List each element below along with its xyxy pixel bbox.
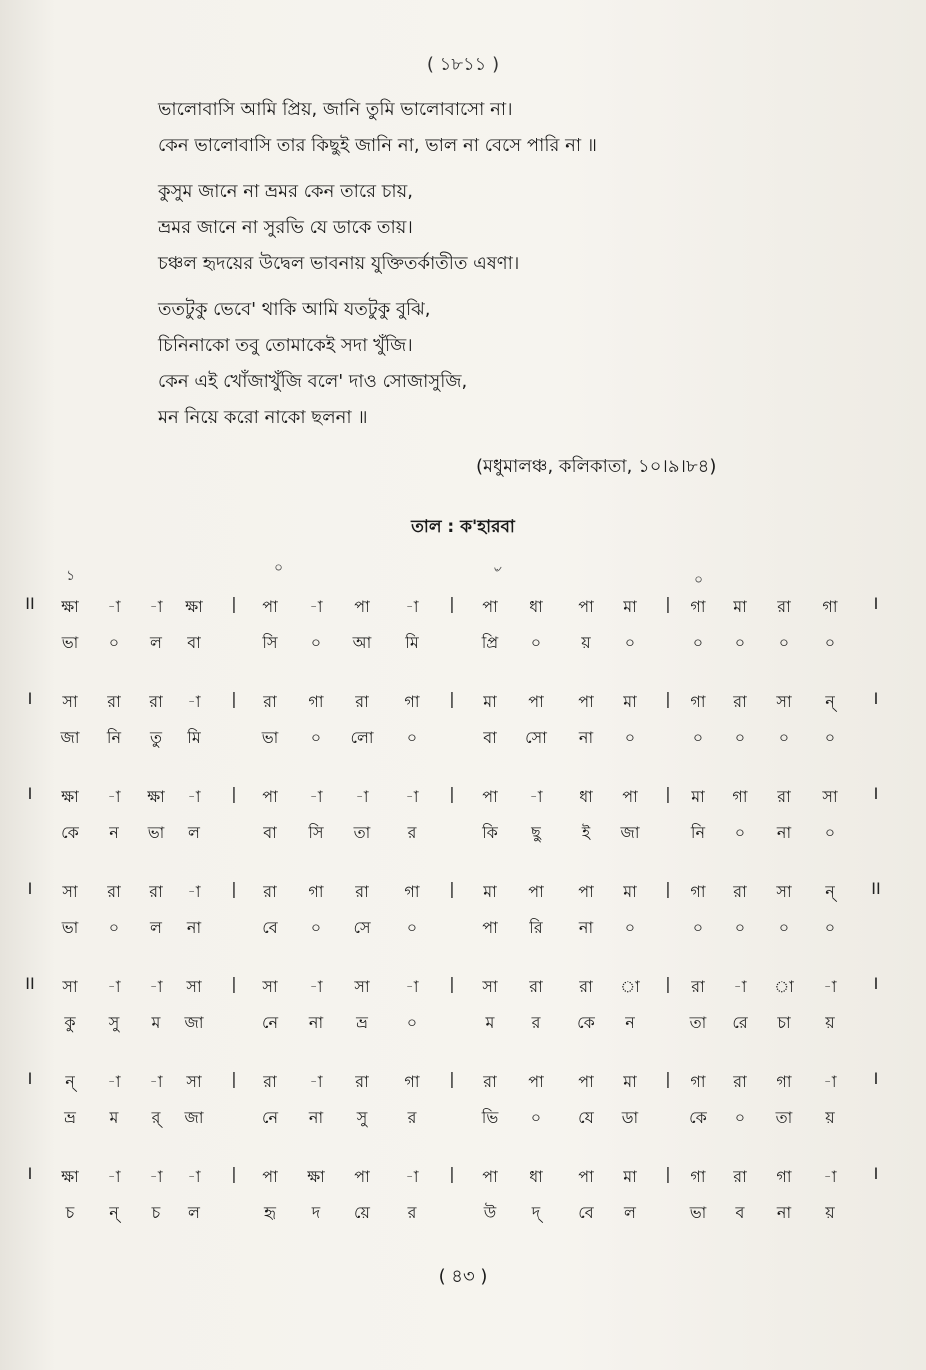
- lyric-cell: ০: [310, 728, 322, 747]
- lyric-cell: না: [186, 918, 202, 937]
- note-cell: -া: [107, 1072, 121, 1091]
- note-cell: রা: [579, 977, 593, 996]
- tala-marks: [0, 558, 926, 588]
- poem-line: ততটুকু ভেবে' থাকি আমি যতটুকু বুঝি,: [158, 299, 431, 320]
- note-cell: মা: [623, 1072, 637, 1091]
- start-bar: I: [27, 879, 33, 898]
- lyric-cell: ০: [734, 918, 746, 937]
- start-bar: II: [25, 594, 35, 613]
- lyric-cell: বা: [483, 728, 497, 747]
- lyric-cell: নে: [261, 1013, 279, 1032]
- note-cell: -া: [187, 787, 201, 806]
- note-cell: -া: [107, 977, 121, 996]
- note-cell: পা: [578, 692, 594, 711]
- note-cell: রা: [355, 882, 369, 901]
- measure-bar: |: [449, 1164, 455, 1183]
- note-cell: রা: [733, 882, 747, 901]
- lyric-cell: দ্: [531, 1203, 541, 1222]
- tala-mark-1: ১: [66, 568, 76, 584]
- lyric-cell: ০: [778, 918, 790, 937]
- note-cell: ন্: [65, 1072, 75, 1091]
- lyric-cell: ই: [581, 823, 591, 842]
- note-cell: -া: [149, 597, 163, 616]
- end-bar: I: [873, 1069, 879, 1088]
- lyric-cell: না: [776, 1203, 792, 1222]
- measure-bar: |: [231, 974, 237, 993]
- note-cell: -া: [309, 787, 323, 806]
- lyric-cell: পা: [482, 918, 498, 937]
- citation: (মধুমালঞ্চ, কলিকাতা, ১০।৯।৮৪): [476, 456, 717, 477]
- lyric-cell: জা: [184, 1013, 204, 1032]
- lyric-cell: কে: [61, 823, 79, 842]
- note-cell: মা: [733, 597, 747, 616]
- note-cell: মা: [623, 597, 637, 616]
- measure-bar: |: [231, 784, 237, 803]
- note-cell: পা: [578, 597, 594, 616]
- lyric-cell: মি: [187, 728, 201, 747]
- lyric-cell: ভা: [61, 918, 79, 937]
- lyric-cell: ম: [109, 1108, 119, 1127]
- note-cell: রা: [149, 882, 163, 901]
- note-cell: গা: [822, 597, 838, 616]
- lyric-cell: ০: [734, 633, 746, 652]
- measure-bar: |: [449, 879, 455, 898]
- lyric-cell: য়: [581, 633, 591, 652]
- lyric-cell: যে: [578, 1108, 594, 1127]
- lyric-cell: ০: [824, 633, 836, 652]
- measure-bar: |: [231, 1164, 237, 1183]
- lyric-cell: চ: [65, 1203, 75, 1222]
- note-cell: -া: [823, 1072, 837, 1091]
- note-cell: মা: [483, 692, 497, 711]
- lyric-cell: কি: [482, 823, 498, 842]
- measure-bar: |: [665, 1164, 671, 1183]
- lyric-cell: ডা: [621, 1108, 639, 1127]
- lyric-cell: ০: [530, 1108, 542, 1127]
- note-cell: -া: [733, 977, 747, 996]
- end-bar: I: [873, 689, 879, 708]
- note-cell: -া: [107, 597, 121, 616]
- start-bar: I: [27, 689, 33, 708]
- poem: [158, 92, 858, 446]
- note-cell: রা: [263, 692, 277, 711]
- note-cell: -া: [107, 787, 121, 806]
- lyric-cell: ০: [406, 1013, 418, 1032]
- note-cell: -া: [149, 1167, 163, 1186]
- lyric-cell: না: [578, 728, 594, 747]
- note-cell: গা: [404, 882, 420, 901]
- lyric-cell: কু: [64, 1013, 76, 1032]
- lyric-cell: ল: [150, 633, 162, 652]
- note-cell: রা: [691, 977, 705, 996]
- lyric-cell: য়ে: [354, 1203, 370, 1222]
- lyric-cell: ০: [624, 918, 636, 937]
- measure-bar: |: [449, 1069, 455, 1088]
- poem-line: কুসুম জানে না ভ্রমর কেন তারে চায়,: [158, 181, 413, 202]
- note-cell: -া: [309, 977, 323, 996]
- poem-line: চিনিনাকো তবু তোমাকেই সদা খুঁজি।: [158, 335, 413, 356]
- lyric-cell: বা: [187, 633, 201, 652]
- note-cell: গা: [404, 1072, 420, 1091]
- note-cell: -া: [529, 787, 543, 806]
- lyric-cell: মি: [405, 633, 419, 652]
- lyric-cell: ০: [734, 823, 746, 842]
- tala-label: তাল : ক'হারবা: [411, 517, 515, 537]
- poem-stanza: [158, 174, 858, 282]
- note-cell: -া: [405, 597, 419, 616]
- lyric-cell: চা: [777, 1013, 791, 1032]
- lyric-cell: য়: [825, 1013, 835, 1032]
- note-cell: গা: [776, 1072, 792, 1091]
- note-cell: গা: [308, 692, 324, 711]
- page-number: ( ৪৩ ): [438, 1266, 488, 1287]
- lyric-cell: ভ্র: [64, 1108, 76, 1127]
- notation-note-row: [0, 594, 926, 634]
- note-cell: পা: [482, 1167, 498, 1186]
- note-cell: সা: [62, 977, 78, 996]
- note-cell: গা: [690, 882, 706, 901]
- notation-note-row: [0, 974, 926, 1014]
- note-cell: পা: [482, 787, 498, 806]
- poem-line: চঞ্চল হৃদয়ের উদ্বেল ভাবনায় যুক্তিতর্কাতীত এষণা।: [158, 253, 520, 274]
- note-cell: ক্ষা: [185, 597, 203, 616]
- note-cell: -া: [309, 597, 323, 616]
- note-cell: সা: [62, 882, 78, 901]
- note-cell: গা: [690, 692, 706, 711]
- note-cell: -া: [107, 1167, 121, 1186]
- lyric-cell: ০: [824, 728, 836, 747]
- note-cell: গা: [732, 787, 748, 806]
- note-cell: -া: [187, 692, 201, 711]
- note-cell: পা: [528, 1072, 544, 1091]
- lyric-cell: ম: [485, 1013, 495, 1032]
- note-cell: গা: [690, 1167, 706, 1186]
- poem-line: কেন ভালোবাসি তার কিছুই জানি না, ভাল না বেসে পারি না ॥: [158, 135, 597, 156]
- lyric-cell: ০: [692, 633, 704, 652]
- note-cell: পা: [262, 597, 278, 616]
- poem-stanza: [158, 292, 858, 436]
- lyric-cell: দ: [311, 1203, 321, 1222]
- measure-bar: |: [665, 594, 671, 613]
- lyric-cell: নে: [261, 1108, 279, 1127]
- note-cell: পা: [482, 597, 498, 616]
- note-cell: রা: [529, 977, 543, 996]
- lyric-cell: নি: [690, 823, 706, 842]
- note-cell: -া: [405, 1167, 419, 1186]
- note-cell: মা: [623, 882, 637, 901]
- lyric-cell: য়: [825, 1203, 835, 1222]
- poem-line: মন নিয়ে করো নাকো ছলনা ॥: [158, 407, 368, 428]
- lyric-cell: র: [407, 1108, 417, 1127]
- note-cell: সা: [776, 882, 792, 901]
- lyric-cell: জা: [620, 823, 640, 842]
- lyric-cell: ছু: [531, 823, 541, 842]
- note-cell: -া: [823, 977, 837, 996]
- lyric-cell: সু: [356, 1108, 368, 1127]
- end-bar: I: [873, 594, 879, 613]
- measure-bar: |: [449, 974, 455, 993]
- measure-bar: |: [665, 1069, 671, 1088]
- lyric-cell: বা: [263, 823, 277, 842]
- page-header: ( ১৮১১ ): [426, 54, 500, 75]
- measure-bar: |: [231, 594, 237, 613]
- note-cell: রা: [733, 1167, 747, 1186]
- note-cell: পা: [262, 787, 278, 806]
- note-cell: পা: [622, 787, 638, 806]
- lyric-cell: ন: [109, 823, 119, 842]
- note-cell: া: [620, 977, 640, 996]
- notation-note-row: [0, 1069, 926, 1109]
- note-cell: গা: [690, 1072, 706, 1091]
- lyric-cell: সি: [308, 823, 324, 842]
- note-cell: -া: [309, 1072, 323, 1091]
- start-bar: II: [25, 974, 35, 993]
- lyric-cell: ০: [734, 728, 746, 747]
- note-cell: রা: [733, 692, 747, 711]
- note-cell: রা: [777, 597, 791, 616]
- lyric-cell: রে: [732, 1013, 748, 1032]
- note-cell: ন্: [825, 882, 835, 901]
- lyric-cell: বে: [578, 1203, 594, 1222]
- lyric-cell: না: [776, 823, 792, 842]
- end-bar: I: [873, 784, 879, 803]
- note-cell: ধা: [529, 1167, 543, 1186]
- note-cell: ধা: [579, 787, 593, 806]
- note-cell: গা: [690, 597, 706, 616]
- note-cell: ক্ষা: [147, 787, 165, 806]
- lyric-cell: বে: [262, 918, 278, 937]
- note-cell: মা: [483, 882, 497, 901]
- lyric-cell: হৃ: [264, 1203, 276, 1222]
- tala-mark-3: ৺: [492, 564, 501, 580]
- note-cell: রা: [263, 882, 277, 901]
- note-cell: পা: [528, 692, 544, 711]
- note-cell: সা: [482, 977, 498, 996]
- start-bar: I: [27, 1069, 33, 1088]
- poem-stanza: [158, 92, 858, 164]
- measure-bar: |: [231, 879, 237, 898]
- notation-lyric-row: [0, 630, 926, 670]
- measure-bar: |: [665, 784, 671, 803]
- note-cell: রা: [263, 1072, 277, 1091]
- lyric-cell: ল: [188, 823, 200, 842]
- note-cell: পা: [354, 597, 370, 616]
- lyric-cell: ০: [734, 1108, 746, 1127]
- note-cell: পা: [578, 1167, 594, 1186]
- lyric-cell: ল: [150, 918, 162, 937]
- note-cell: -া: [187, 1167, 201, 1186]
- note-cell: রা: [733, 1072, 747, 1091]
- measure-bar: |: [449, 784, 455, 803]
- lyric-cell: প্রি: [481, 633, 499, 652]
- lyric-cell: না: [578, 918, 594, 937]
- measure-bar: |: [665, 689, 671, 708]
- lyric-cell: ০: [530, 633, 542, 652]
- lyric-cell: না: [308, 1013, 324, 1032]
- lyric-cell: ০: [310, 633, 322, 652]
- note-cell: মা: [623, 1167, 637, 1186]
- lyric-cell: ০: [624, 728, 636, 747]
- notation-note-row: [0, 689, 926, 729]
- note-cell: ক্ষা: [61, 597, 79, 616]
- note-cell: ধা: [529, 597, 543, 616]
- lyric-cell: লো: [350, 728, 374, 747]
- lyric-cell: সু: [108, 1013, 120, 1032]
- lyric-cell: তা: [353, 823, 371, 842]
- note-cell: ক্ষা: [61, 1167, 79, 1186]
- note-cell: মা: [691, 787, 705, 806]
- lyric-cell: র: [407, 823, 417, 842]
- note-cell: -া: [187, 882, 201, 901]
- lyric-cell: জা: [60, 728, 80, 747]
- lyric-cell: কে: [689, 1108, 707, 1127]
- note-cell: রা: [777, 787, 791, 806]
- note-cell: া: [774, 977, 794, 996]
- note-cell: সা: [776, 692, 792, 711]
- start-bar: I: [27, 784, 33, 803]
- notation-lyric-row: [0, 1010, 926, 1050]
- note-cell: -া: [149, 1072, 163, 1091]
- lyric-cell: ভা: [147, 823, 165, 842]
- lyric-cell: ল: [624, 1203, 636, 1222]
- lyric-cell: ০: [692, 728, 704, 747]
- lyric-cell: ন্: [109, 1203, 119, 1222]
- note-cell: ক্ষা: [307, 1167, 325, 1186]
- lyric-cell: ন: [625, 1013, 635, 1032]
- lyric-cell: ০: [406, 728, 418, 747]
- note-cell: -া: [355, 787, 369, 806]
- lyric-cell: র্: [151, 1108, 161, 1127]
- lyric-cell: নি: [106, 728, 122, 747]
- note-cell: রা: [107, 692, 121, 711]
- note-cell: -া: [405, 977, 419, 996]
- note-cell: গা: [404, 692, 420, 711]
- tala-mark-2: ০: [274, 560, 284, 576]
- lyric-cell: তা: [689, 1013, 707, 1032]
- lyric-cell: তা: [775, 1108, 793, 1127]
- lyric-cell: ০: [108, 918, 120, 937]
- lyric-cell: য়: [825, 1108, 835, 1127]
- measure-bar: |: [449, 689, 455, 708]
- note-cell: সা: [62, 692, 78, 711]
- end-bar: II: [871, 879, 881, 898]
- note-cell: পা: [578, 1072, 594, 1091]
- note-cell: সা: [354, 977, 370, 996]
- end-bar: I: [873, 1164, 879, 1183]
- lyric-cell: আ: [352, 633, 372, 652]
- lyric-cell: ০: [824, 918, 836, 937]
- lyric-cell: রি: [529, 918, 543, 937]
- note-cell: গা: [308, 882, 324, 901]
- note-cell: পা: [578, 882, 594, 901]
- lyric-cell: ০: [406, 918, 418, 937]
- note-cell: -া: [149, 977, 163, 996]
- notation-lyric-row: [0, 820, 926, 860]
- lyric-cell: চ: [151, 1203, 161, 1222]
- note-cell: সা: [822, 787, 838, 806]
- notation-lyric-row: [0, 725, 926, 765]
- note-cell: রা: [107, 882, 121, 901]
- note-cell: ন্: [825, 692, 835, 711]
- note-cell: সা: [186, 1072, 202, 1091]
- note-cell: -া: [823, 1167, 837, 1186]
- lyric-cell: ভা: [261, 728, 279, 747]
- lyric-cell: না: [308, 1108, 324, 1127]
- lyric-cell: ০: [310, 918, 322, 937]
- end-bar: I: [873, 974, 879, 993]
- note-cell: পা: [528, 882, 544, 901]
- lyric-cell: ভা: [689, 1203, 707, 1222]
- lyric-cell: ০: [624, 633, 636, 652]
- lyric-cell: ব: [735, 1203, 745, 1222]
- lyric-cell: সি: [262, 633, 278, 652]
- notation-lyric-row: [0, 1200, 926, 1240]
- notation-lyric-row: [0, 1105, 926, 1145]
- note-cell: সা: [186, 977, 202, 996]
- lyric-cell: ০: [692, 918, 704, 937]
- lyric-cell: ম: [151, 1013, 161, 1032]
- lyric-cell: ০: [824, 823, 836, 842]
- lyric-cell: র: [531, 1013, 541, 1032]
- note-cell: পা: [262, 1167, 278, 1186]
- lyric-cell: ভা: [61, 633, 79, 652]
- lyric-cell: ০: [108, 633, 120, 652]
- note-cell: গা: [776, 1167, 792, 1186]
- note-cell: -া: [405, 787, 419, 806]
- measure-bar: |: [231, 689, 237, 708]
- poem-line: কেন এই খোঁজাখুঁজি বলে' দাও সোজাসুজি,: [158, 371, 468, 392]
- lyric-cell: সো: [525, 728, 547, 747]
- lyric-cell: র: [407, 1203, 417, 1222]
- lyric-cell: জা: [184, 1108, 204, 1127]
- lyric-cell: তু: [149, 728, 162, 747]
- note-cell: সা: [262, 977, 278, 996]
- notation-lyric-row: [0, 915, 926, 955]
- start-bar: I: [27, 1164, 33, 1183]
- lyric-cell: ভি: [481, 1108, 499, 1127]
- poem-line: ভালোবাসি আমি প্রিয়, জানি তুমি ভালোবাসো না।: [158, 99, 513, 120]
- note-cell: রা: [355, 1072, 369, 1091]
- note-cell: রা: [483, 1072, 497, 1091]
- lyric-cell: সে: [353, 918, 371, 937]
- measure-bar: |: [665, 974, 671, 993]
- note-cell: মা: [623, 692, 637, 711]
- lyric-cell: কে: [577, 1013, 595, 1032]
- notation-note-row: [0, 1164, 926, 1204]
- tala-mark-4: ০: [694, 572, 704, 588]
- lyric-cell: ল: [188, 1203, 200, 1222]
- notation-note-row: [0, 784, 926, 824]
- note-cell: ক্ষা: [61, 787, 79, 806]
- notation-note-row: [0, 879, 926, 919]
- measure-bar: |: [231, 1069, 237, 1088]
- lyric-cell: ০: [778, 633, 790, 652]
- measure-bar: |: [665, 879, 671, 898]
- lyric-cell: উ: [483, 1203, 497, 1222]
- poem-line: ভ্রমর জানে না সুরভি যে ডাকে তায়।: [158, 217, 413, 238]
- note-cell: রা: [355, 692, 369, 711]
- note-cell: পা: [354, 1167, 370, 1186]
- measure-bar: |: [449, 594, 455, 613]
- lyric-cell: ভ্র: [356, 1013, 368, 1032]
- note-cell: রা: [149, 692, 163, 711]
- lyric-cell: ০: [778, 728, 790, 747]
